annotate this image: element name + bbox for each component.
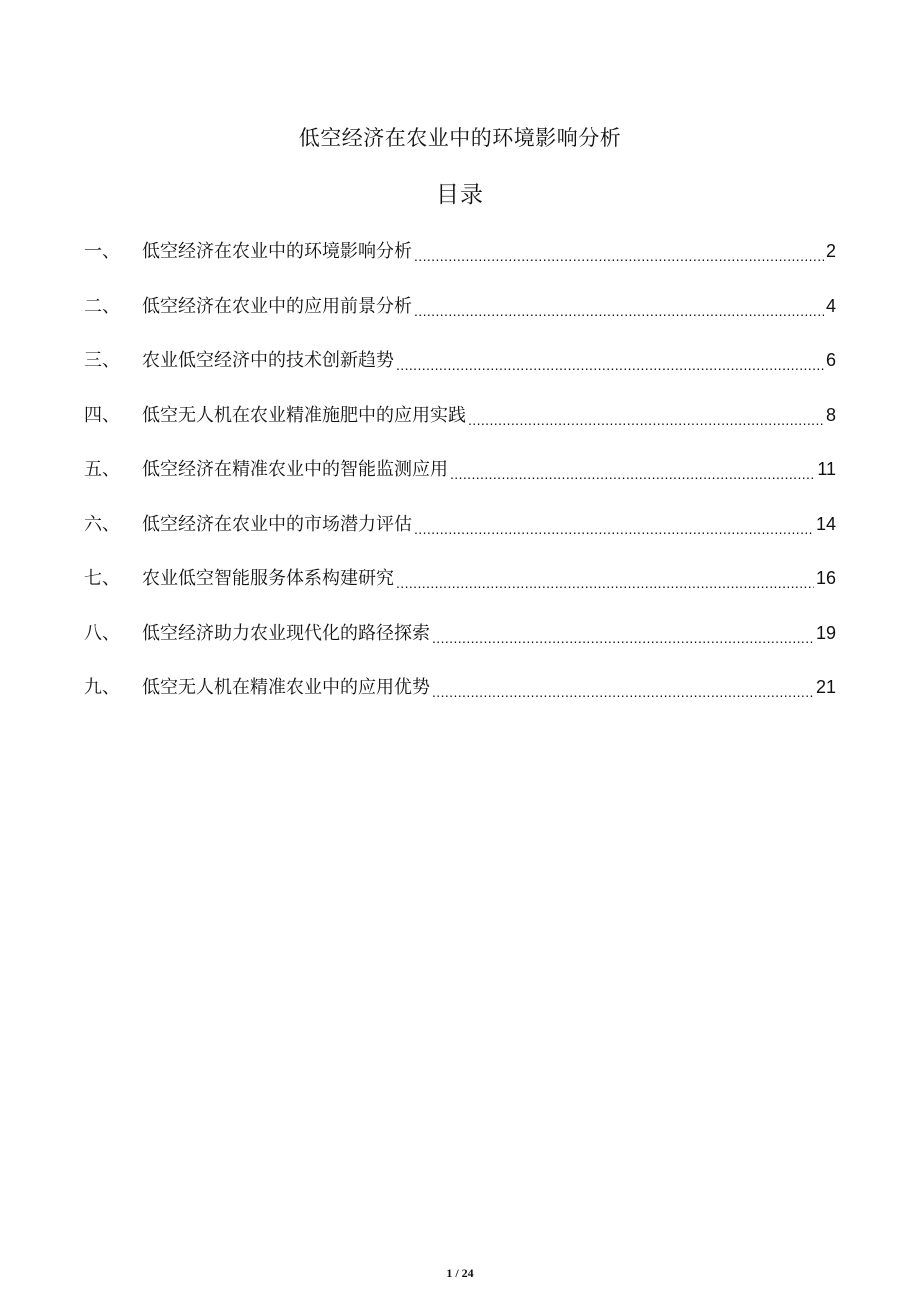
toc-heading: 目录	[436, 182, 484, 208]
table-of-contents	[84, 236, 836, 727]
toc-entry-number: 六、	[84, 513, 120, 535]
toc-entry-8[interactable]	[84, 618, 836, 673]
toc-dot-leader	[450, 459, 815, 489]
toc-entry-page: 16	[815, 568, 836, 588]
toc-entry-6[interactable]	[84, 509, 836, 564]
toc-entry-title: 农业低空经济中的技术创新趋势	[142, 350, 394, 371]
toc-entry-page: 14	[815, 513, 836, 534]
toc-entry-title: 低空经济在农业中的环境影响分析	[142, 241, 412, 262]
document-title: 低空经济在农业中的环境影响分析	[298, 126, 622, 150]
toc-entry-number: 九、	[84, 677, 120, 698]
toc-entry-title: 低空经济助力农业现代化的路径探索	[142, 622, 430, 644]
toc-entry-page: 2	[825, 241, 836, 261]
toc-dot-leader	[396, 568, 814, 598]
toc-entry-9[interactable]	[84, 672, 836, 727]
toc-entry-title: 低空经济在精准农业中的智能监测应用	[142, 459, 448, 480]
toc-entry-title: 低空无人机在农业精准施肥中的应用实践	[142, 404, 466, 426]
toc-entry-page: 8	[825, 404, 836, 425]
toc-entry-page: 4	[825, 295, 836, 316]
toc-entry-title: 农业低空智能服务体系构建研究	[142, 568, 394, 589]
toc-entry-number: 四、	[84, 404, 120, 426]
toc-entry-number: 七、	[84, 568, 120, 589]
toc-entry-title: 低空经济在农业中的应用前景分析	[142, 295, 412, 317]
toc-dot-leader	[414, 241, 824, 271]
toc-dot-leader	[414, 296, 824, 326]
toc-entry-number: 五、	[84, 459, 120, 480]
toc-entry-4[interactable]	[84, 400, 836, 455]
toc-entry-3[interactable]	[84, 345, 836, 400]
toc-entry-page: 21	[815, 677, 836, 697]
toc-entry-number: 一、	[84, 241, 120, 262]
toc-dot-leader	[414, 514, 814, 544]
toc-dot-leader	[468, 405, 824, 435]
toc-entry-number: 二、	[84, 295, 120, 317]
toc-entry-number: 三、	[84, 350, 120, 371]
page-number-footer: 1 / 24	[446, 1266, 474, 1280]
toc-entry-page: 11	[817, 459, 836, 479]
toc-dot-leader	[396, 350, 824, 380]
toc-entry-1[interactable]	[84, 236, 836, 291]
toc-dot-leader	[432, 623, 814, 653]
toc-entry-5[interactable]	[84, 454, 836, 509]
toc-entry-number: 八、	[84, 622, 120, 644]
toc-dot-leader	[432, 677, 814, 707]
toc-entry-7[interactable]	[84, 563, 836, 618]
toc-entry-2[interactable]	[84, 291, 836, 346]
toc-entry-page: 19	[815, 622, 836, 643]
toc-entry-title: 低空经济在农业中的市场潜力评估	[142, 513, 412, 535]
toc-entry-title: 低空无人机在精准农业中的应用优势	[142, 677, 430, 698]
toc-entry-page: 6	[825, 350, 836, 370]
